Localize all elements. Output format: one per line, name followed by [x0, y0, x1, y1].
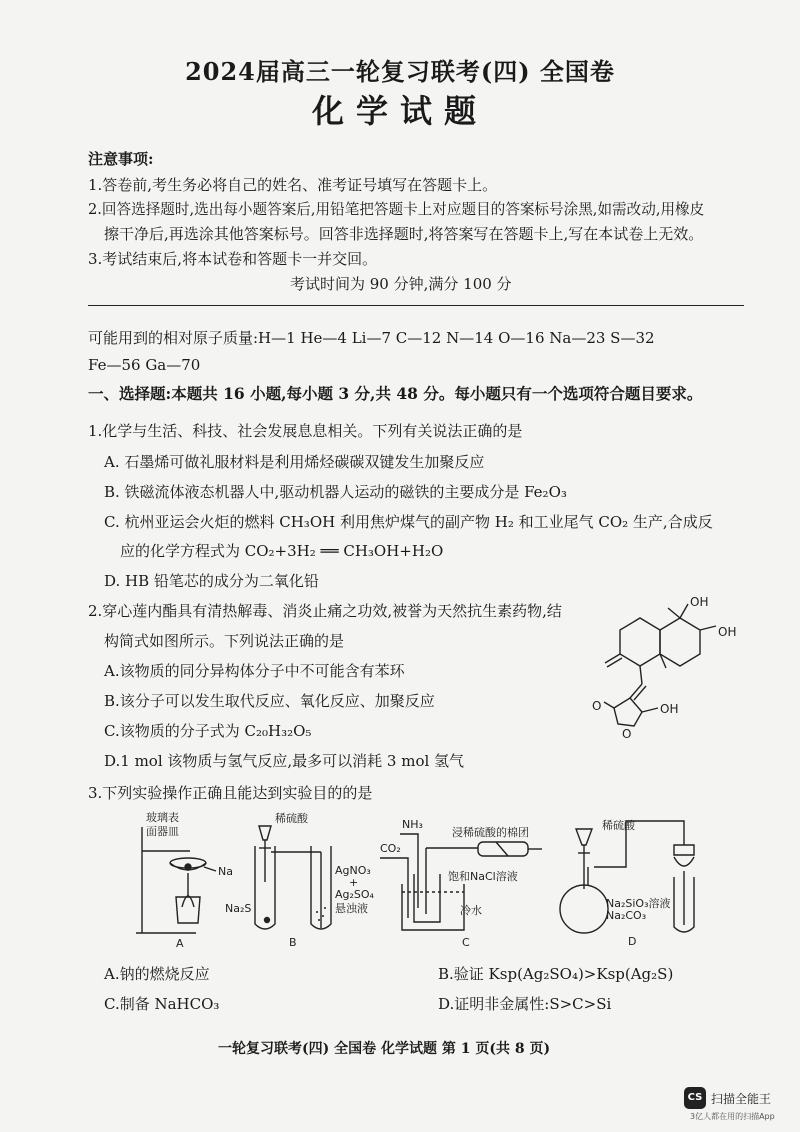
section-heading: 一、选择题:本题共 16 小题,每小题 3 分,共 48 分。每小题只有一个选项符合题目要求。 [88, 384, 703, 403]
fig-c-co2: CO₂ [380, 842, 401, 855]
note-item-2-line-1: 2.回答选择题时,选出每小题答案后,用铅笔把答题卡上对应题目的答案标号涂黑,如需改动,用橡皮 [88, 201, 705, 218]
fig-a-caption: A [176, 937, 184, 950]
q1-option-c-line-2: 应的化学方程式为 CO₂+3H₂ ══ CH₃OH+H₂O [120, 542, 444, 560]
watermark-tagline: 3亿人都在用的扫描App [690, 1112, 775, 1121]
atomic-masses-line-2: Fe—56 Ga—70 [88, 356, 201, 374]
q3-option-c: C.制备 NaHCO₃ [104, 995, 220, 1013]
note-item-3: 3.考试结束后,将本试卷和答题卡一并交回。 [88, 250, 378, 268]
fig-c-nacl: 饱和NaCl溶液 [448, 870, 518, 883]
fig-c-nh3: NH₃ [402, 818, 423, 831]
fig-c-caption: C [462, 936, 470, 949]
watermark-name: 扫描全能王 [711, 1092, 772, 1106]
fig-b-suspension: 悬浊液 [335, 902, 368, 915]
subject-title: 化学试题 [311, 92, 488, 130]
fig-c-water: 冷水 [460, 904, 482, 917]
q1-option-b: B. 铁磁流体液态机器人中,驱动机器人运动的磁铁的主要成分是 Fe₂O₃ [104, 483, 567, 501]
fig-b-na2s: Na₂S [225, 902, 252, 915]
note-item-2-line-2: 擦干净后,再选涂其他答案标号。回答非选择题时,将答案写在答题卡上,写在本试卷上无效。 [104, 225, 704, 243]
fig-c-cotton: 浸稀硫酸的棉团 [452, 826, 529, 839]
q1-stem: 1.化学与生活、科技、社会发展息息相关。下列有关说法正确的是 [88, 422, 523, 440]
exam-title: 2024届高三一轮复习联考(四) 全国卷 [185, 57, 615, 86]
apparatus-a [126, 811, 236, 950]
apparatus-d [566, 815, 716, 947]
oh-label-2: OH [718, 625, 737, 639]
q3-option-a: A.钠的燃烧反应 [104, 965, 210, 983]
q2-stem-line-1: 2.穿心莲内酯具有清热解毒、消炎止痛之功效,被誉为天然抗生素药物,结 [88, 602, 562, 620]
oh-label-1: OH [690, 595, 709, 609]
q2-option-b: B.该分子可以发生取代反应、氧化反应、加聚反应 [104, 692, 435, 710]
fig-a-na: Na [218, 865, 233, 878]
time-limit: 考试时间为 90 分钟,满分 100 分 [290, 275, 512, 293]
page-footer: 一轮复习联考(四) 全国卷 化学试题 第 1 页(共 8 页) [218, 1041, 551, 1057]
divider [88, 305, 744, 306]
q1-option-d: D. HB 铅笔芯的成分为二氧化铅 [104, 572, 319, 590]
molecule-structure [592, 595, 750, 756]
fig-b-acid: 稀硫酸 [275, 812, 308, 825]
q2-stem-line-2: 构简式如图所示。下列说法正确的是 [104, 632, 345, 650]
fig-a-label-2: 面器皿 [146, 825, 179, 838]
apparatus-b [225, 812, 385, 949]
q2-option-a: A.该物质的同分异构体分子中不可能含有苯环 [104, 662, 405, 680]
fig-b-caption: B [289, 936, 297, 949]
q3-option-d: D.证明非金属性:S>C>Si [438, 995, 612, 1013]
fig-b-plus: + [349, 876, 359, 889]
fig-d-caption: D [628, 935, 637, 948]
q2-option-c: C.该物质的分子式为 C₂₀H₃₂O₅ [104, 722, 312, 740]
fig-b-ag2so4: Ag₂SO₄ [335, 888, 374, 901]
oh-label-3: OH [660, 702, 679, 716]
q2-option-d: D.1 mol 该物质与氢气反应,最多可以消耗 3 mol 氢气 [104, 752, 465, 770]
q1-option-a: A. 石墨烯可做礼服材料是利用烯烃碳碳双键发生加聚反应 [104, 453, 485, 471]
cs-logo-icon: CS [684, 1087, 706, 1109]
atomic-masses-line-1: 可能用到的相对原子质量:H—1 He—4 Li—7 C—12 N—14 O—16 Na—23 S—32 [88, 329, 655, 347]
fig-d-na2co3: Na₂CO₃ [606, 909, 647, 922]
carbonyl-oxygen-label: O [592, 699, 602, 713]
fig-b-agno3: AgNO₃ [335, 864, 371, 877]
note-item-1: 1.答卷前,考生务必将自己的姓名、准考证号填写在答题卡上。 [88, 176, 498, 194]
fig-d-na2sio3: Na₂SiO₃溶液 [606, 897, 671, 910]
q1-option-c-line-1: C. 杭州亚运会火炬的燃料 CH₃OH 利用焦炉煤气的副产物 H₂ 和工业尾气 CO₂ 生产,合成反 [104, 513, 713, 531]
fig-d-acid: 稀硫酸 [602, 819, 635, 832]
q3-stem: 3.下列实验操作正确且能达到实验目的的是 [88, 784, 373, 802]
ring-oxygen-label: O [622, 727, 632, 741]
q3-option-b: B.验证 Ksp(Ag₂SO₄)>Ksp(Ag₂S) [438, 965, 674, 983]
fig-a-label-1: 玻璃表 [146, 811, 179, 824]
notes-heading: 注意事项: [88, 150, 154, 168]
apparatus-c [378, 818, 558, 948]
